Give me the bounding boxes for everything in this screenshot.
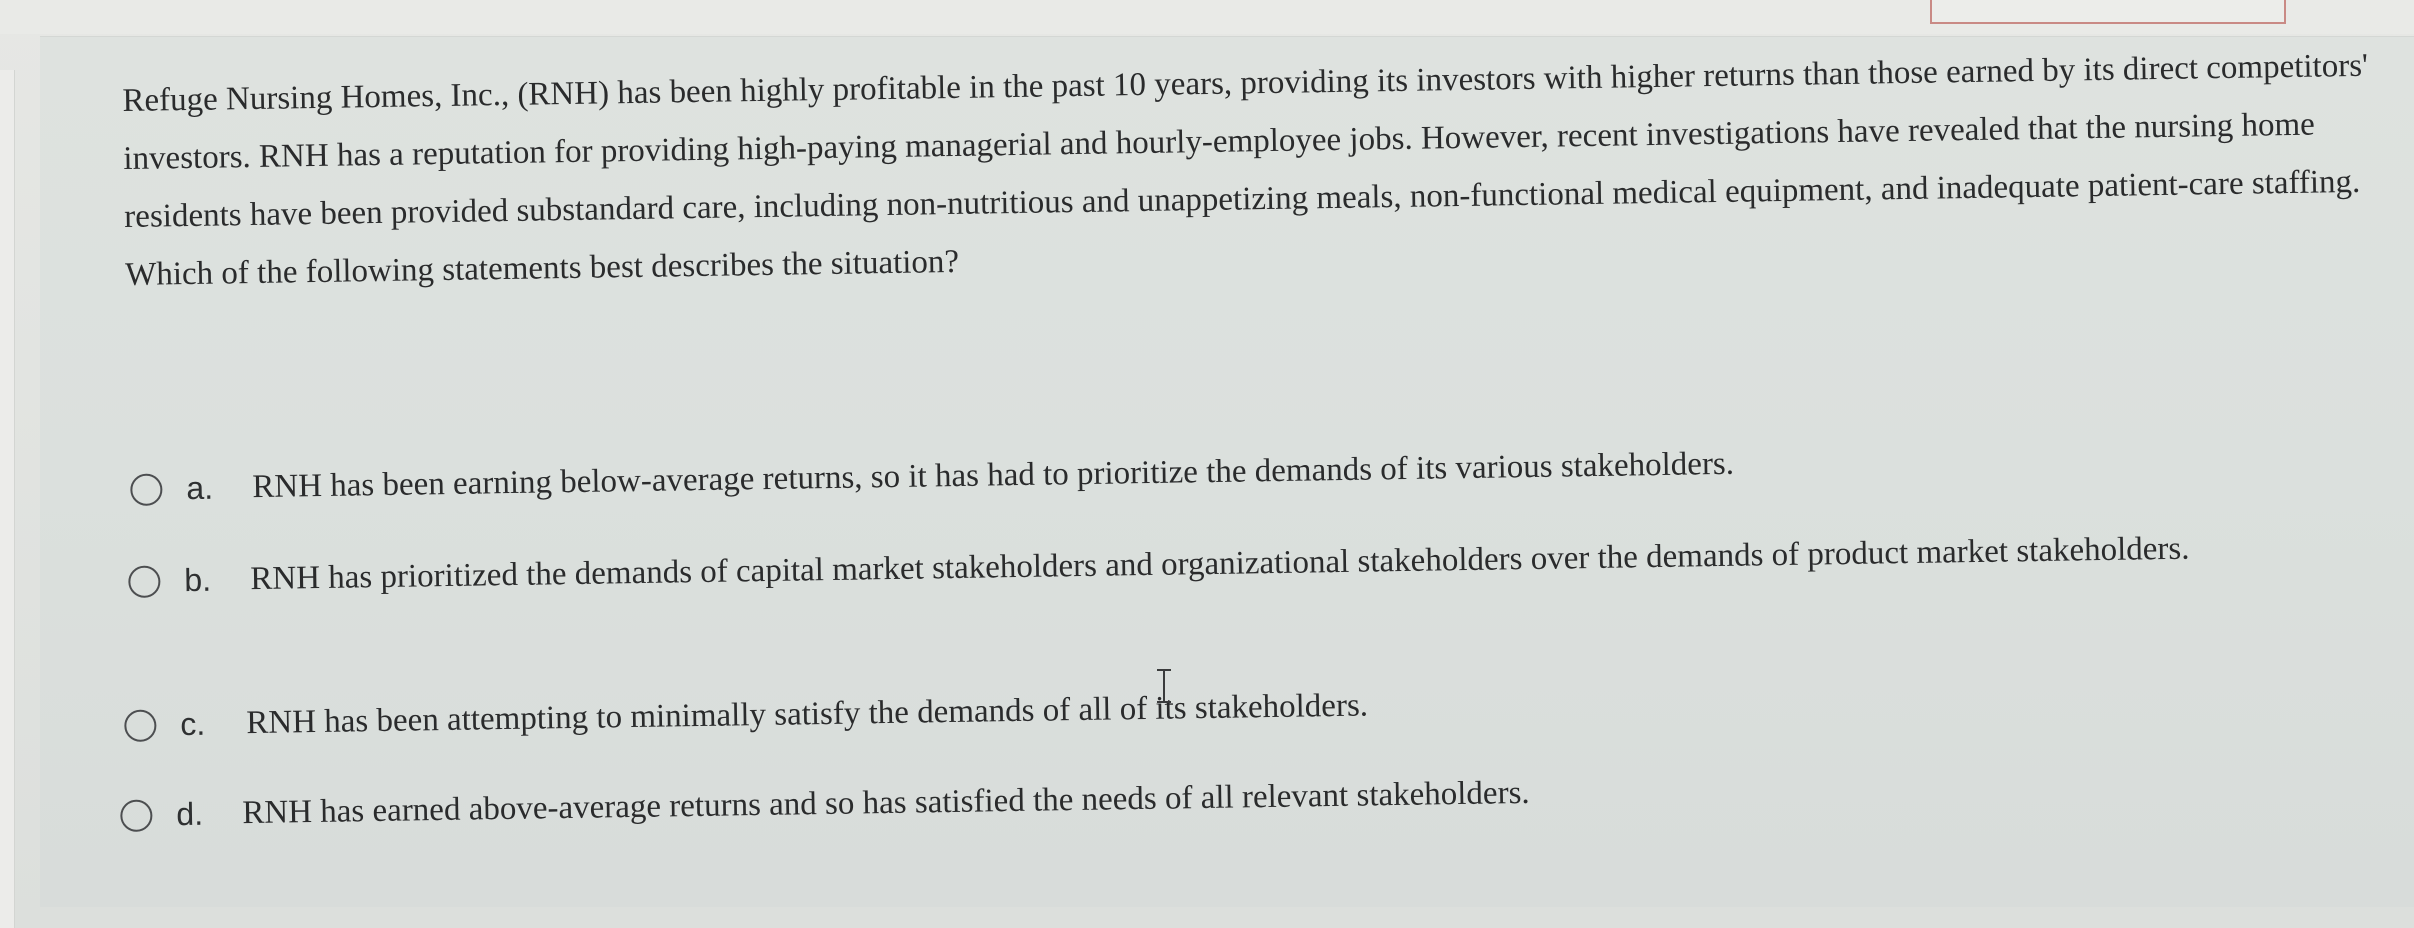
- option-d[interactable]: [120, 757, 2361, 844]
- option-b[interactable]: [128, 523, 2389, 610]
- option-text: RNH has been attempting to minimally satisfy the demands of all of its stakeholders.: [246, 687, 1369, 742]
- option-letter: b.: [184, 561, 212, 599]
- option-text: RNH has been earning below-average returns, so it has had to prioritize the demands of its various stakeholders.: [252, 445, 1735, 506]
- radio-unselected-icon[interactable]: [128, 565, 160, 597]
- radio-unselected-icon[interactable]: [120, 799, 152, 831]
- question-text: Refuge Nursing Homes, Inc., (RNH) has been highly profitable in the past 10 years, providing its investors with higher returns than those earned by its direct competitors' investors. RNH has a reputation for providing high-paying managerial and hourly-employee jobs. However, recent investigations have revealed that the nursing home residents have been provided substandard care, including non-nutritious and unappetizing meals, non-functional medical equipment, and inadequate patient-care staffing. Which of the following statements best describes the situation?: [122, 47, 2369, 293]
- option-letter: a.: [186, 469, 214, 507]
- option-c[interactable]: [124, 667, 2365, 754]
- option-text: RNH has earned above-average returns and so has satisfied the needs of all relevant stakeholders.: [242, 774, 1530, 832]
- text-cursor-icon: [1152, 668, 1176, 704]
- option-text: RNH has prioritized the demands of capital market stakeholders and organizational stakeholders over the demands of product market stakeholders.: [250, 530, 2190, 598]
- radio-unselected-icon[interactable]: [124, 709, 156, 741]
- radio-unselected-icon[interactable]: [130, 473, 162, 505]
- option-letter: d.: [176, 795, 204, 833]
- option-a[interactable]: [130, 431, 2371, 518]
- option-letter: c.: [180, 705, 206, 743]
